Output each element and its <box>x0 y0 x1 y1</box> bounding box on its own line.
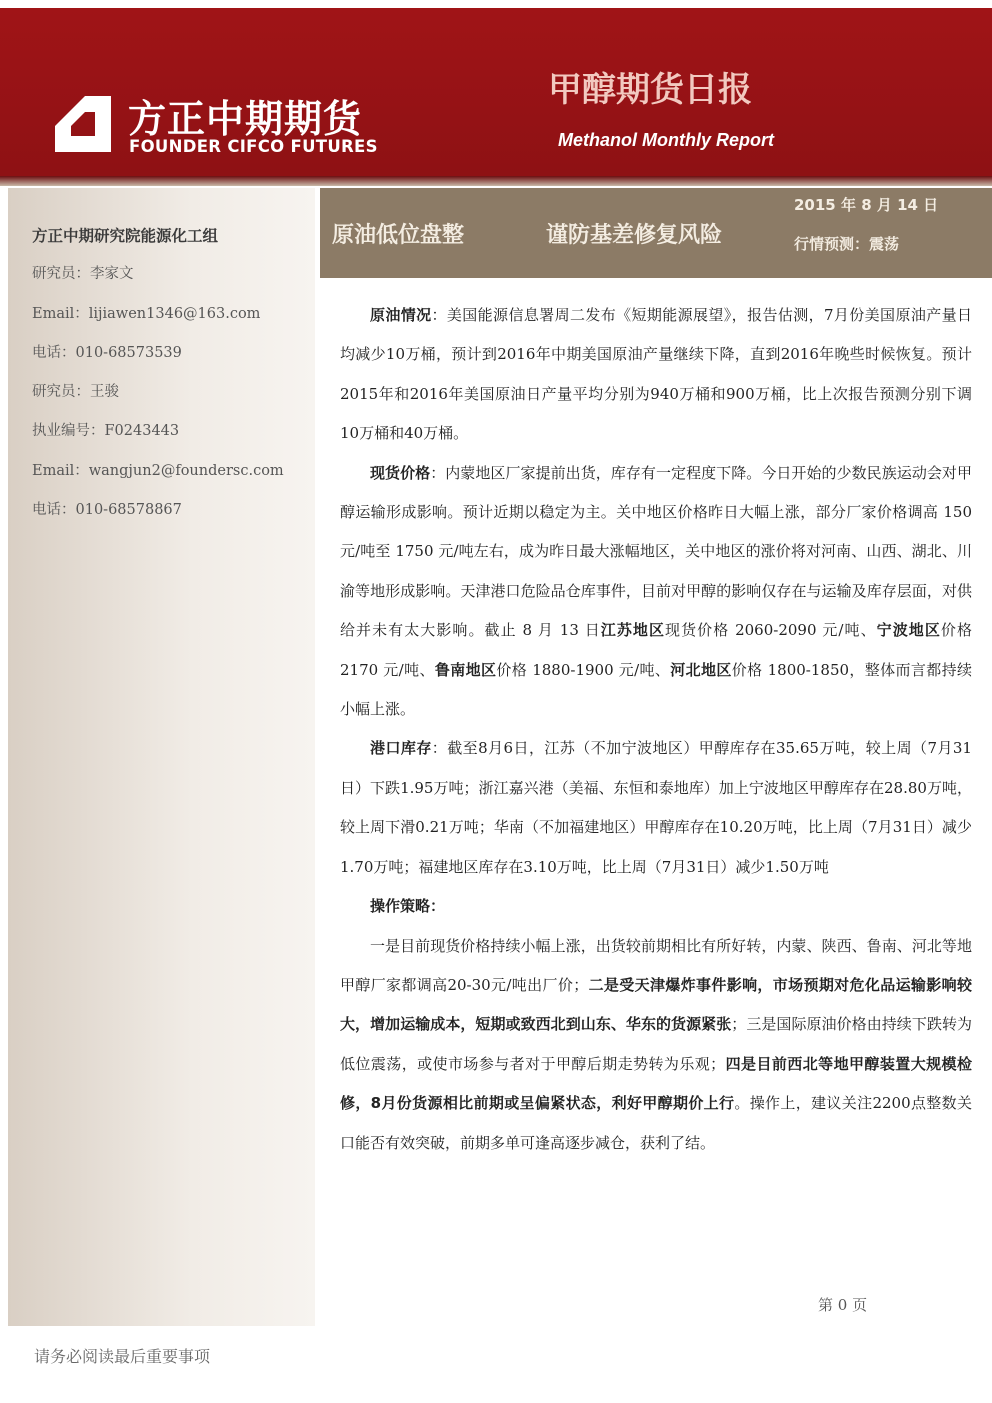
analyst-email: Email：lijiawen1346@163.com <box>32 306 261 322</box>
section-label: 现货价格 <box>370 463 431 482</box>
paragraph-text: 现货价格 2060-2090 元/吨、 <box>665 621 877 640</box>
paragraph-text: 一是目前现货价格持续小幅上涨，出货较前期相比有所好转，内蒙、陕西、鲁南、河北等地甲醇厂家都调高20-30元/吨出厂价； <box>340 936 972 994</box>
headline-secondary: 谨防基差修复风险 <box>546 223 723 248</box>
region-label: 河北地区 <box>670 660 732 679</box>
paragraph-text: 价格 2170 元/吨、 <box>340 621 972 679</box>
analyst-sidebar <box>8 188 315 1326</box>
emphasis-text: 二是受天津爆炸事件影响，市场预期对危化品运输影响较大，增加运输成本，短期或致西北到山东、华东的货源紧张 <box>340 975 972 1034</box>
paragraph-text: ：截至8月6日，江苏（不加宁波地区）甲醇库存在35.65万吨，较上周（7月31日）下跌1.95万吨；浙江嘉兴港（美福、东恒和泰地库）加上宁波地区甲醇库存在28.80万吨，较上周下滑0.21万吨；华南（不加福建地区）甲醇库存在10.20万吨，比上周（7月31日）减少1.70万吨；福建地区库存在3.10万吨，比上周（7月31日）减少1.50万吨 <box>340 739 972 876</box>
headline-primary: 原油低位盘整 <box>332 223 465 248</box>
company-name-cn: 方正中期期货 <box>128 97 363 141</box>
analyst-phone: 电话：010-68578867 <box>32 502 182 518</box>
page-number: 第 0 页 <box>818 1296 868 1314</box>
paragraph-crude-oil <box>340 296 972 454</box>
analyst-email: Email：wangjun2@foundersc.com <box>32 463 284 479</box>
analyst-license: 执业编号：F0243443 <box>32 423 180 439</box>
section-label: 操作策略： <box>370 897 446 916</box>
research-group-title: 方正中期研究院能源化工组 <box>32 227 219 245</box>
emphasis-text: 四是目前西北等地甲醇装置大规模检修，8月份货源相比前期或呈偏紧状态，利好甲醇期价上行 <box>340 1054 972 1113</box>
founder-logo-icon <box>55 96 111 152</box>
market-forecast: 行情预测：震荡 <box>794 235 900 253</box>
header-divider <box>0 176 992 186</box>
region-label: 江苏地区 <box>600 621 666 640</box>
region-label: 鲁南地区 <box>434 660 497 679</box>
region-label: 宁波地区 <box>876 621 941 640</box>
disclaimer-note: 请务必阅读最后重要事项 <box>34 1347 211 1366</box>
paragraph-strategy-heading <box>340 887 972 926</box>
paragraph-text: ：美国能源信息署周二发布《短期能源展望》，报告估测，7月份美国原油产量日均减少10万桶，预计到2016年中期美国原油产量继续下降，直到2016年晚些时候恢复。预计2015年和2016年美国原油日产量平均分别为940万桶和900万桶，比上次报告预测分别下调10万桶和40万桶。 <box>340 306 972 443</box>
section-label: 原油情况 <box>370 306 432 324</box>
analyst-phone: 电话：010-68573539 <box>32 345 182 361</box>
paragraph-text: 价格 1800-1850，整体而言都持续小幅上涨。 <box>340 660 972 719</box>
report-title: 甲醇期货日报 <box>548 70 752 110</box>
report-header <box>0 8 992 176</box>
report-body <box>340 296 972 1163</box>
paragraph-spot-price <box>340 454 972 730</box>
headline-banner <box>320 188 992 278</box>
analyst-name: 研究员：王骏 <box>32 384 119 400</box>
company-name-en: FOUNDER CIFCO FUTURES <box>129 137 378 156</box>
report-date: 2015 年 8 月 14 日 <box>794 196 939 214</box>
paragraph-port-inventory <box>340 729 972 887</box>
paragraph-text: 。操作上，建议关注2200点整数关口能否有效突破，前期多单可逢高逐步减仓，获利了结。 <box>340 1094 972 1152</box>
report-subtitle: Methanol Monthly Report <box>558 130 774 150</box>
section-label: 港口库存 <box>370 739 432 758</box>
analyst-name: 研究员：李家文 <box>32 266 134 282</box>
paragraph-text: ：内蒙地区厂家提前出货，库存有一定程度下降。今日开始的少数民族运动会对甲醇运输形成影响。预计近期以稳定为主。关中地区价格昨日大幅上涨，部分厂家价格调高 150 元/吨至 1750 元/吨左右，成为昨日最大涨幅地区，关中地区的涨价将对河南、山西、湖北、川渝等地形成影响。天津港口危险品仓库事件，目前对甲醇的影响仅存在与运输及库存层面，对供给并未有太大影响。截止 8 月 13 日 <box>340 463 972 640</box>
paragraph-strategy <box>340 927 972 1163</box>
paragraph-text: ；三是国际原油价格由持续下跌转为低位震荡，或使市场参与者对于甲醇后期走势转为乐观； <box>340 1015 972 1073</box>
paragraph-text: 价格 1880-1900 元/吨、 <box>496 660 671 679</box>
